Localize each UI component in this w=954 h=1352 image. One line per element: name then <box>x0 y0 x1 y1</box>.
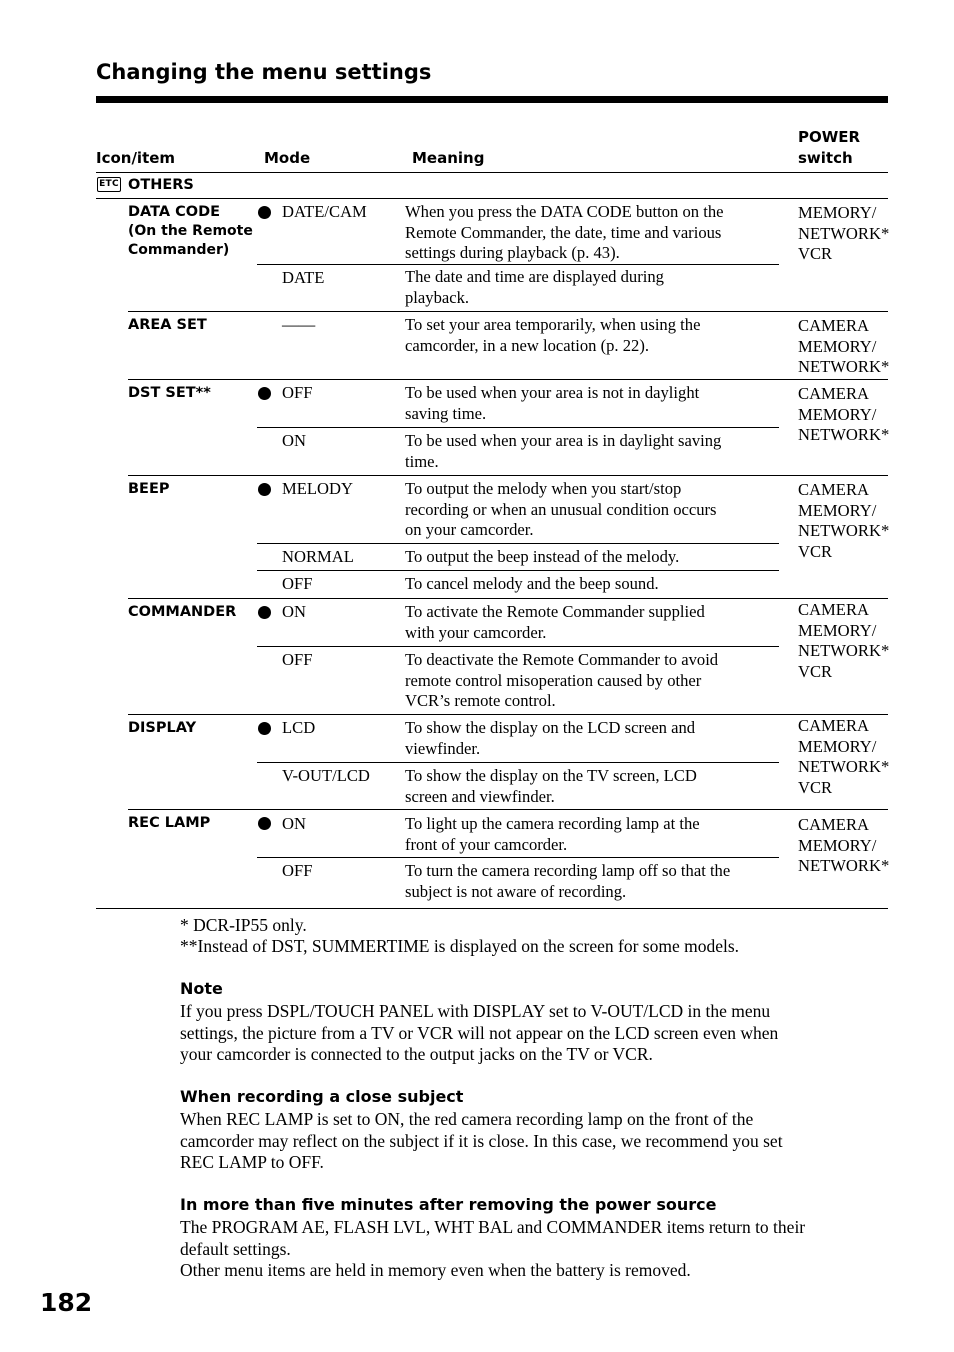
note-line: Other menu items are held in memory even when the battery is removed. <box>180 1260 691 1281</box>
meaning-line: To activate the Remote Commander supplied <box>405 602 705 621</box>
mode-label: LCD <box>282 718 316 737</box>
meaning-line: time. <box>405 451 439 471</box>
mode-divider <box>257 646 779 647</box>
meaning-line: viewfinder. <box>405 738 481 758</box>
meaning-text <box>405 718 695 759</box>
power-line: CAMERA <box>798 600 869 619</box>
power-switch <box>798 716 889 798</box>
meaning-line: settings during playback (p. 43). <box>405 243 620 262</box>
group-rule <box>96 198 888 199</box>
header-mode: Mode <box>264 149 311 167</box>
power-switch <box>798 316 889 378</box>
meaning-text <box>405 315 700 356</box>
power-switch <box>798 815 889 877</box>
power-line: NETWORK* <box>798 425 890 444</box>
header-power-line1: POWER <box>798 128 861 146</box>
mode-divider <box>257 427 779 428</box>
meaning-line: To cancel melody and the beep sound. <box>405 574 659 593</box>
power-line: MEMORY/ <box>798 835 877 855</box>
power-line: VCR <box>798 777 833 797</box>
note-line: REC LAMP to OFF. <box>180 1152 324 1173</box>
power-line: VCR <box>798 541 833 561</box>
power-line: MEMORY/ <box>798 500 877 520</box>
note-line: settings, the picture from a TV or VCR will not appear on the LCD screen even when <box>180 1022 779 1043</box>
mode-label: OFF <box>282 650 313 669</box>
power-switch <box>798 480 889 562</box>
meaning-line: To light up the camera recording lamp at the <box>405 814 700 833</box>
power-switch <box>798 384 889 446</box>
meaning-text <box>405 202 724 264</box>
mode-label: ON <box>282 431 306 450</box>
mode-label: NORMAL <box>282 547 354 566</box>
power-line: NETWORK* <box>798 521 890 540</box>
note-line: default settings. <box>180 1238 291 1259</box>
meaning-line: To show the display on the LCD screen and <box>405 718 696 737</box>
page-title: Changing the menu settings <box>96 60 432 84</box>
default-bullet-icon <box>258 606 271 619</box>
meaning-line: with your camcorder. <box>405 622 547 642</box>
note-heading: When recording a close subject <box>180 1087 464 1106</box>
item-rec-lamp: REC LAMP <box>128 815 211 831</box>
meaning-line: Remote Commander, the date, time and various <box>405 222 722 242</box>
header-icon-item: Icon/item <box>96 149 176 167</box>
item-sub-line: (On the Remote <box>128 223 253 239</box>
meaning-line: To be used when your area is not in daylight <box>405 383 700 402</box>
mode-divider <box>257 570 779 571</box>
power-line: MEMORY/ <box>798 336 877 356</box>
meaning-line: To show the display on the TV screen, LCD <box>405 766 697 785</box>
item-beep: BEEP <box>128 481 170 497</box>
note-line: your camcorder is connected to the output jacks on the TV or VCR. <box>180 1044 653 1065</box>
mode-divider <box>257 857 779 858</box>
meaning-line: To output the melody when you start/stop <box>405 479 682 498</box>
note-body <box>180 1001 880 1066</box>
mode-label: MELODY <box>282 479 353 498</box>
mode-label: —— <box>282 315 316 334</box>
item-divider <box>128 475 888 476</box>
mode-label: DATE/CAM <box>282 202 367 221</box>
item-divider <box>128 311 888 312</box>
mode-divider <box>257 543 779 544</box>
mode-label: OFF <box>282 861 313 880</box>
mode-label: ON <box>282 602 306 621</box>
meaning-text <box>405 814 700 855</box>
item-display: DISPLAY <box>128 720 197 736</box>
item-divider <box>128 379 888 380</box>
mode-divider <box>257 264 779 265</box>
meaning-line: When you press the DATA CODE button on the <box>405 202 724 221</box>
meaning-line: camcorder, in a new location (p. 22). <box>405 335 649 355</box>
power-switch <box>798 600 889 682</box>
power-line: NETWORK* <box>798 357 890 376</box>
note-heading: Note <box>180 979 223 998</box>
mode-label: DATE <box>282 268 325 287</box>
power-line: MEMORY/ <box>798 404 877 424</box>
note-line: If you press DSPL/TOUCH PANEL with DISPLAY set to V-OUT/LCD in the menu <box>180 1001 771 1021</box>
meaning-line: To set your area temporarily, when using the <box>405 315 701 334</box>
page-number: 182 <box>40 1288 93 1317</box>
mode-label: V-OUT/LCD <box>282 766 370 785</box>
meaning-line: The date and time are displayed during <box>405 267 664 286</box>
mode-label: ON <box>282 814 306 833</box>
mode-divider <box>257 762 779 763</box>
meaning-line: VCR’s remote control. <box>405 691 556 710</box>
default-bullet-icon <box>258 483 271 496</box>
footnote: * DCR-IP55 only. <box>180 915 307 935</box>
meaning-text <box>405 479 717 541</box>
default-bullet-icon <box>258 206 271 219</box>
power-line: MEMORY/ <box>798 736 877 756</box>
meaning-line: front of your camcorder. <box>405 834 568 854</box>
meaning-line: To turn the camera recording lamp off so that the <box>405 861 731 880</box>
etc-icon: ETC <box>97 177 121 192</box>
meaning-line: To output the beep instead of the melody. <box>405 547 680 566</box>
power-line: NETWORK* <box>798 223 890 243</box>
meaning-text <box>405 267 664 308</box>
meaning-text <box>405 547 679 568</box>
default-bullet-icon <box>258 817 271 830</box>
note-line: The PROGRAM AE, FLASH LVL, WHT BAL and COMMANDER items return to their <box>180 1217 806 1237</box>
meaning-line: subject is not aware of recording. <box>405 881 627 901</box>
item-area-set: AREA SET <box>128 317 207 333</box>
item-data-code <box>128 202 253 260</box>
power-line: MEMORY/ <box>798 620 877 640</box>
item-divider <box>128 598 888 599</box>
item-dst-set: DST SET** <box>128 385 211 401</box>
note-body <box>180 1109 880 1174</box>
meaning-line: recording or when an unusual condition occurs <box>405 499 717 519</box>
meaning-text <box>405 650 718 712</box>
item-commander: COMMANDER <box>128 604 237 620</box>
power-line: MEMORY/ <box>798 203 877 222</box>
meaning-line: on your camcorder. <box>405 520 534 539</box>
meaning-text <box>405 431 721 472</box>
mode-label: OFF <box>282 383 313 402</box>
meaning-line: playback. <box>405 287 470 307</box>
power-switch <box>798 203 889 265</box>
power-line: CAMERA <box>798 716 869 735</box>
header-meaning: Meaning <box>412 149 485 167</box>
meaning-text <box>405 861 730 902</box>
power-line: NETWORK* <box>798 856 890 875</box>
item-name: DATA CODE <box>128 204 221 220</box>
title-rule <box>96 96 888 103</box>
default-bullet-icon <box>258 722 271 735</box>
meaning-line: saving time. <box>405 403 487 423</box>
power-line: NETWORK* <box>798 641 890 660</box>
meaning-text <box>405 574 659 595</box>
table-bottom-rule <box>96 908 888 909</box>
power-line: CAMERA <box>798 480 869 499</box>
item-divider <box>128 809 888 810</box>
mode-label: OFF <box>282 574 313 593</box>
meaning-line: screen and viewfinder. <box>405 786 555 806</box>
footnote: **Instead of DST, SUMMERTIME is displayed on the screen for some models. <box>180 936 740 956</box>
meaning-line: To deactivate the Remote Commander to avoid <box>405 650 719 669</box>
power-line: NETWORK* <box>798 757 890 776</box>
meaning-line: To be used when your area is in daylight saving <box>405 431 722 450</box>
power-line: VCR <box>798 661 833 681</box>
meaning-text <box>405 383 699 424</box>
meaning-line: remote control misoperation caused by other <box>405 670 702 690</box>
power-line: VCR <box>798 244 833 263</box>
power-line: CAMERA <box>798 384 869 403</box>
meaning-text <box>405 766 697 807</box>
note-body <box>180 1217 880 1282</box>
header-rule <box>96 172 888 173</box>
group-label: OTHERS <box>128 177 194 193</box>
note-line: camcorder may reflect on the subject if it is close. In this case, we recommend you set <box>180 1130 783 1151</box>
header-power-line2: switch <box>798 149 853 167</box>
power-line: CAMERA <box>798 316 869 335</box>
default-bullet-icon <box>258 387 271 400</box>
meaning-text <box>405 602 705 643</box>
note-heading: In more than five minutes after removing the power source <box>180 1195 717 1214</box>
item-sub-line: Commander) <box>128 242 230 258</box>
note-line: When REC LAMP is set to ON, the red camera recording lamp on the front of the <box>180 1109 754 1129</box>
power-line: CAMERA <box>798 815 869 834</box>
item-divider <box>128 714 888 715</box>
